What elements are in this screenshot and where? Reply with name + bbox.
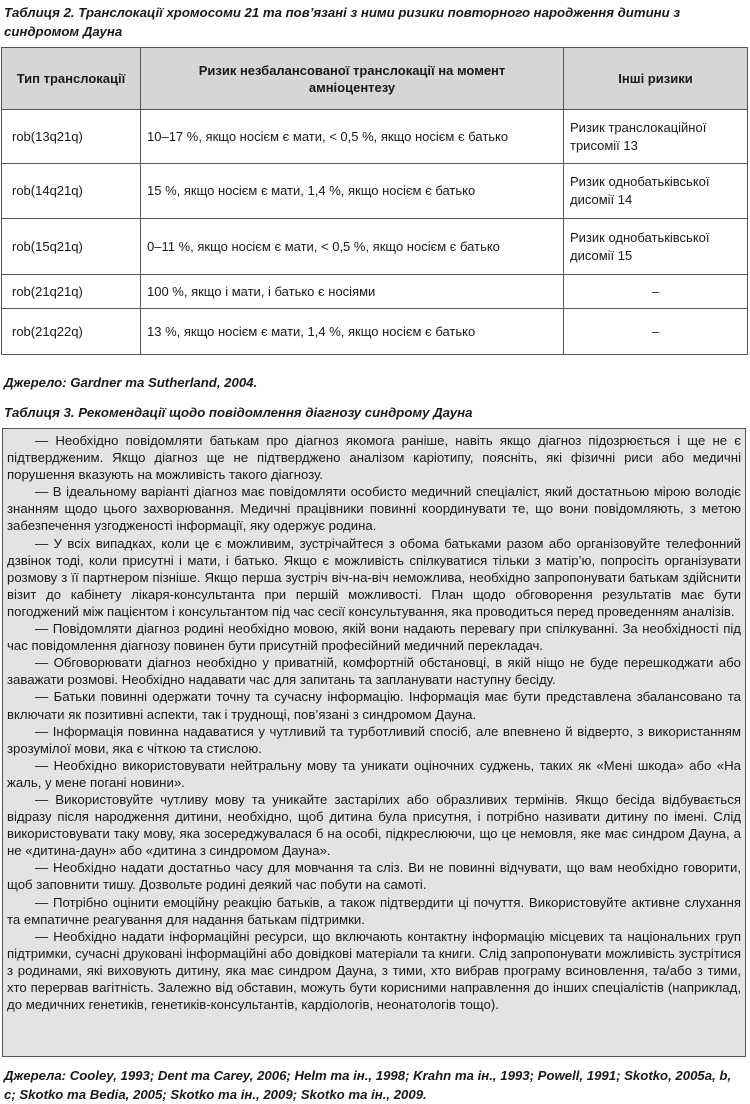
table-header-row (2, 48, 748, 110)
table-row (2, 164, 748, 219)
recommendation-paragraph: — Інформація повинна надаватися у чутливий та турботливий спосіб, але впевнено й відверто, з використанням зрозумілої мови, яка є чіткою та стислою. (7, 723, 741, 756)
recommendation-paragraph: — Необхідно надати достатньо часу для мовчання та сліз. Ви не повинні відчувати, що вам необхідно говорити, щоб заповнити тишу. Дозвольте родині деякий час побути на самоті. (7, 860, 741, 893)
cell-translocation-type: rob(14q21q) (2, 164, 141, 219)
recommendation-paragraph: — В ідеальному варіанті діагноз має повідомляти особисто медичний спеціаліст, який достатньою мірою володіє знанням щодо цього захворювання. Медичні працівники повинні координувати те, що вони повідомляють, з метою забезпечення узгодженості інформації, яку одержує родина. (7, 484, 741, 534)
cell-other-risk: – (564, 309, 748, 355)
header-unbalanced-risk (141, 48, 564, 110)
recommendation-paragraph: — Необхідно надати інформаційні ресурси, що включають контактну інформацію місцевих та національних груп підтримки, сучасні друковані інформаційні або довідкові матеріали та книги. Слід запропонувати можливість зустрітися з родинами, які виховують дитину, яка має синдром Дауна, з тими, хто вибрав програму всиновлення, та/або з тими, хто перервав вагітність. Залежно від обставин, можуть бути корисними направлення до інших спеціалістів (наприклад, до медичних генетиків, генетиків-консультантів, кардіологів, неонатологів тощо). (7, 928, 741, 1013)
cell-other-risk: Ризик транслокаційної трисомії 13 (564, 110, 748, 164)
recommendation-paragraph: — Потрібно оцінити емоційну реакцію батьків, а також підтвердити ці почуття. Використовуйте активне слухання та емпатичне реагування для надання батькам підтримки. (7, 894, 741, 927)
table-row (2, 309, 748, 355)
table-row (2, 110, 748, 164)
table2-source: Джерело: Gardner та Sutherland, 2004. (4, 375, 258, 390)
recommendation-paragraph: — У всіх випадках, коли це є можливим, зустрічайтеся з обома батьками разом або організовуйте телефонний дзвінок тоді, коли присутні і мати, і батько. Якщо є можливість спілкуватися тільки з матір’ю, попросіть організувати розмову з її партнером пізніше. Якщо перша зустріч віч-на-віч неможлива, необхідно запропонувати батькам здійснити візит до кабінету лікаря-консультанта при першій можливості. План щодо обговорення результатів має бути погоджений між пацієнтом і консультантом під час сесії консультування, яка проводиться перед проведенням аналізів. (7, 535, 741, 619)
cell-translocation-type: rob(21q21q) (2, 275, 141, 309)
recommendation-paragraph: — Обговорювати діагноз необхідно у приватній, комфортній обстановці, в якій ніщо не буде перешкоджати або заважати розмові. Необхідно надавати час для запитань та запланувати наступну бесіду. (7, 655, 741, 688)
translocation-table (1, 47, 748, 355)
header-unbalanced-risk-text: Ризик незбалансованої транслокації на момент амніоцентезу (198, 62, 506, 95)
recommendation-paragraph: — Повідомляти діагноз родині необхідно мовою, якій вони надають перевагу при спілкуванні. За необхідності під час повідомлення діагнозу повинен бути присутній професійний медичний перекладач. (7, 621, 741, 654)
recommendation-paragraph: — Використовуйте чутливу мову та уникайте застарілих або образливих термінів. Якщо бесіда відбувається відразу після народження дитини, необхідно, щоб дитина була присутня, і потрібно називати дитину по імені. Слід використовувати таку мову, яка зосереджувалася б на особі, підкреслюючи, що це немовля, яке має синдром Дауна, а не «дитина-даун» або «дитина з синдромом Дауна». (7, 791, 741, 859)
table3-title: Таблиця 3. Рекомендації щодо повідомлення діагнозу синдрому Дауна (4, 405, 473, 420)
header-translocation-type: Тип транслокації (2, 48, 141, 110)
cell-translocation-type: rob(21q22q) (2, 309, 141, 355)
cell-other-risk: – (564, 275, 748, 309)
header-other-risks: Інші ризики (564, 48, 748, 110)
cell-translocation-type: rob(15q21q) (2, 219, 141, 275)
cell-other-risk: Ризик однобатьківської дисомії 15 (564, 219, 748, 275)
cell-risk: 100 %, якщо і мати, і батько є носіями (141, 275, 564, 309)
cell-other-risk: Ризик однобатьківської дисомії 14 (564, 164, 748, 219)
cell-risk: 10–17 %, якщо носієм є мати, < 0,5 %, якщо носієм є батько (141, 110, 564, 164)
table3-sources: Джерела: Cooley, 1993; Dent та Carey, 2006; Helm та ін., 1998; Krahn та ін., 1993; Powell, 1991; Skotko, 2005a, b, c; Skotko та Bedia, 2005; Skotko та ін., 2009; Skotko та ін., 2009. (4, 1068, 732, 1102)
cell-risk: 15 %, якщо носієм є мати, 1,4 %, якщо носієм є батько (141, 164, 564, 219)
recommendation-paragraph: — Необхідно використовувати нейтральну мову та уникати оціночних суджень, таких як «Мені шкода» або «На жаль, у мене погані новини». (7, 757, 741, 790)
cell-risk: 0–11 %, якщо носієм є мати, < 0,5 %, якщо носієм є батько (141, 219, 564, 275)
recommendation-paragraph: — Необхідно повідомляти батькам про діагноз якомога раніше, навіть якщо діагноз підозрюється і ще не є підтвердженим. Якщо діагноз ще не підтверджено аналізом каріотипу, поясніть, які фізичні риси або медичні порушення вказують на можливість такого діагнозу. (7, 433, 741, 483)
recommendation-paragraph: — Батьки повинні одержати точну та сучасну інформацію. Інформація має бути представлена збалансовано та включати як позитивні аспекти, так і труднощі, пов’язані з синдромом Дауна. (7, 689, 741, 722)
table2-title: Таблиця 2. Транслокації хромосоми 21 та пов’язані з ними ризики повторного народження дитини з синдромом Дауна (4, 5, 681, 39)
cell-translocation-type: rob(13q21q) (2, 110, 141, 164)
recommendations-box (2, 428, 746, 1057)
table-row (2, 219, 748, 275)
cell-risk: 13 %, якщо носієм є мати, 1,4 %, якщо носієм є батько (141, 309, 564, 355)
table-row (2, 275, 748, 309)
